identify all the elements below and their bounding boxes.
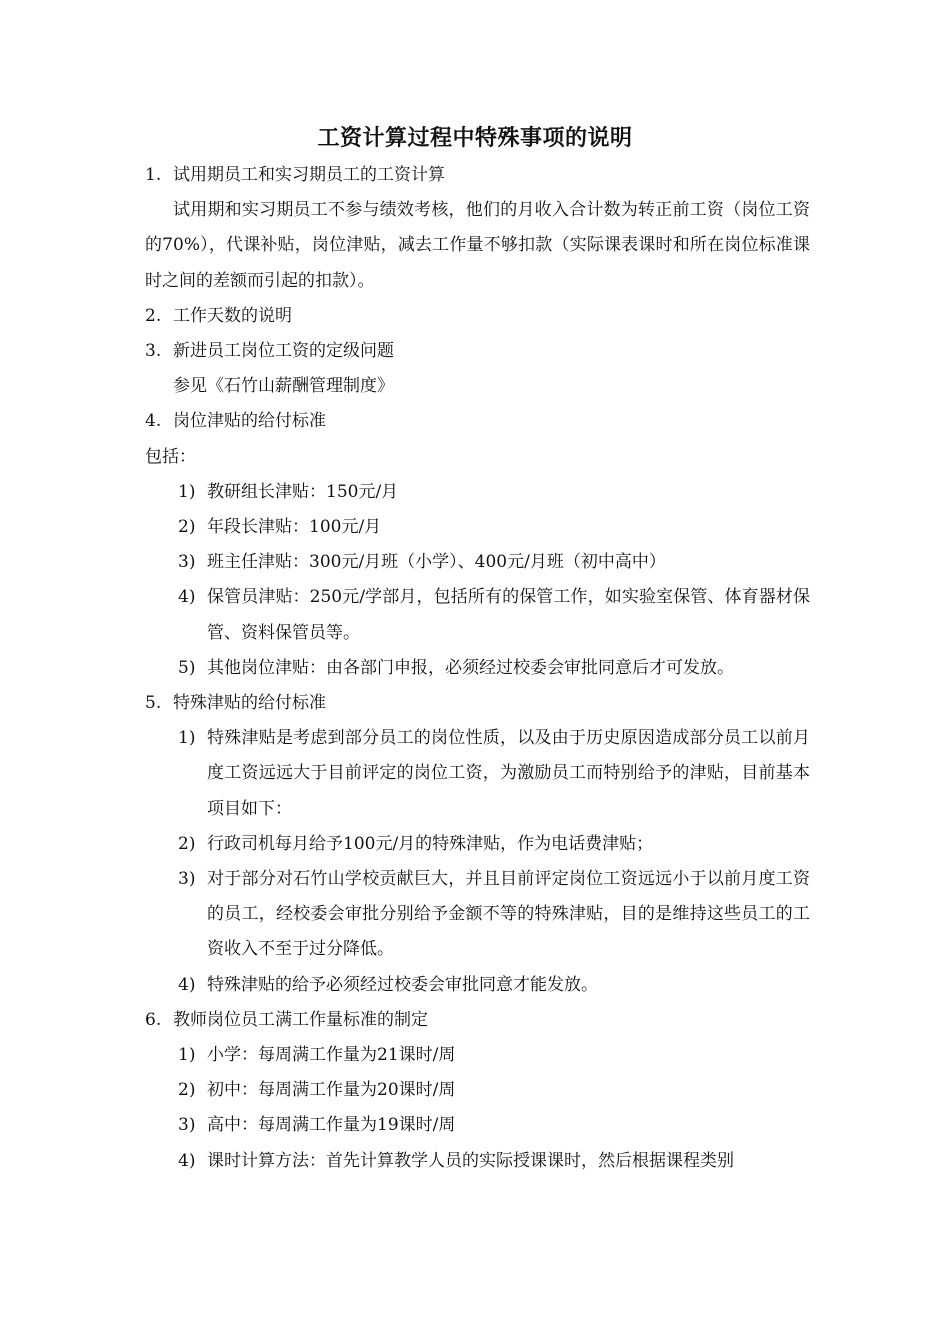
list-item-number: 1)	[178, 481, 196, 502]
list-item-text: 课时计算方法：首先计算教学人员的实际授课课时，然后根据课程类别	[207, 1150, 734, 1171]
list-item	[145, 862, 810, 968]
list-item-text: 初中：每周满工作量为20课时/周	[207, 1080, 456, 1101]
list-item	[145, 510, 810, 545]
section-heading: 特殊津贴的给付标准	[173, 693, 326, 714]
section-4-lead: 包括：	[145, 446, 196, 467]
section-heading: 新进员工岗位工资的定级问题	[173, 341, 394, 362]
list-item-number: 1)	[178, 728, 196, 749]
section-number: 1.	[145, 165, 162, 185]
section-1-paragraph: 试用期和实习期员工不参与绩效考核，他们的月收入合计数为转正前工资（岗位工资的70%），代课补贴，岗位津贴，减去工作量不够扣款（实际课表课时和所在岗位标准课时之间的差额而引起的扣款）。	[145, 200, 810, 291]
list-item-number: 1)	[178, 1045, 196, 1066]
section-6-heading	[145, 1003, 810, 1038]
section-3-note: 参见《石竹山薪酬管理制度》	[173, 376, 394, 397]
section-number: 2.	[145, 305, 162, 326]
section-heading: 工作天数的说明	[173, 305, 292, 326]
list-item	[145, 545, 810, 580]
list-item-number: 4)	[178, 1150, 196, 1171]
section-2-heading	[145, 299, 810, 334]
list-item-number: 3)	[178, 1115, 196, 1136]
document-title: 工资计算过程中特殊事项的说明	[317, 125, 633, 151]
list-item-text: 小学：每周满工作量为21课时/周	[207, 1045, 456, 1066]
list-item-text: 教研组长津贴：150元/月	[207, 481, 399, 502]
list-item-text: 行政司机每月给予100元/月的特殊津贴，作为电话费津贴；	[207, 833, 654, 854]
list-item-number: 2)	[178, 1080, 196, 1101]
document-body	[145, 158, 810, 1179]
list-item-number: 3)	[178, 552, 196, 573]
list-item	[145, 1038, 810, 1073]
section-5-heading	[145, 686, 810, 721]
list-item	[145, 580, 810, 650]
list-item-text: 特殊津贴的给予必须经过校委会审批同意才能发放。	[207, 974, 598, 995]
list-item	[145, 827, 810, 862]
section-number: 5.	[145, 693, 162, 714]
list-item	[145, 1108, 810, 1143]
list-item	[145, 721, 810, 827]
section-number: 3.	[145, 341, 162, 362]
list-item-text: 班主任津贴：300元/月班（小学）、400元/月班（初中高中）	[207, 552, 666, 573]
list-item-number: 4)	[178, 587, 196, 608]
list-item-number: 5)	[178, 657, 196, 678]
list-item	[145, 475, 810, 510]
section-heading: 岗位津贴的给付标准	[173, 411, 326, 432]
list-item-text: 年段长津贴：100元/月	[207, 517, 382, 538]
list-item	[145, 1144, 810, 1179]
list-item-number: 3)	[178, 869, 196, 890]
list-item-text: 保管员津贴：250元/学部月，包括所有的保管工作，如实验室保管、体育器材保管、资料保管员等。	[207, 587, 810, 643]
section-number: 6.	[145, 1009, 162, 1030]
list-item-number: 2)	[178, 833, 196, 854]
section-3-heading	[145, 334, 810, 369]
list-item-number: 4)	[178, 974, 196, 995]
list-item	[145, 651, 810, 686]
list-item	[145, 968, 810, 1003]
section-4-heading	[145, 404, 810, 439]
list-item-number: 2)	[178, 517, 196, 538]
list-item	[145, 1073, 810, 1108]
list-item-text: 对于部分对石竹山学校贡献巨大，并且目前评定岗位工资远远小于以前月度工资的员工，经校委会审批分别给予金额不等的特殊津贴，目的是维持这些员工的工资收入不至于过分降低。	[207, 869, 810, 960]
section-heading: 教师岗位员工满工作量标准的制定	[173, 1009, 428, 1030]
list-item-text: 高中：每周满工作量为19课时/周	[207, 1115, 456, 1136]
list-item-text: 特殊津贴是考虑到部分员工的岗位性质，以及由于历史原因造成部分员工以前月度工资远远大于目前评定的岗位工资，为激励员工而特别给予的津贴，目前基本项目如下：	[207, 728, 810, 819]
section-1-heading	[145, 158, 810, 193]
section-heading: 试用期员工和实习期员工的工资计算	[173, 165, 445, 185]
section-number: 4.	[145, 411, 162, 432]
list-item-text: 其他岗位津贴：由各部门申报，必须经过校委会审批同意后才可发放。	[207, 657, 734, 678]
